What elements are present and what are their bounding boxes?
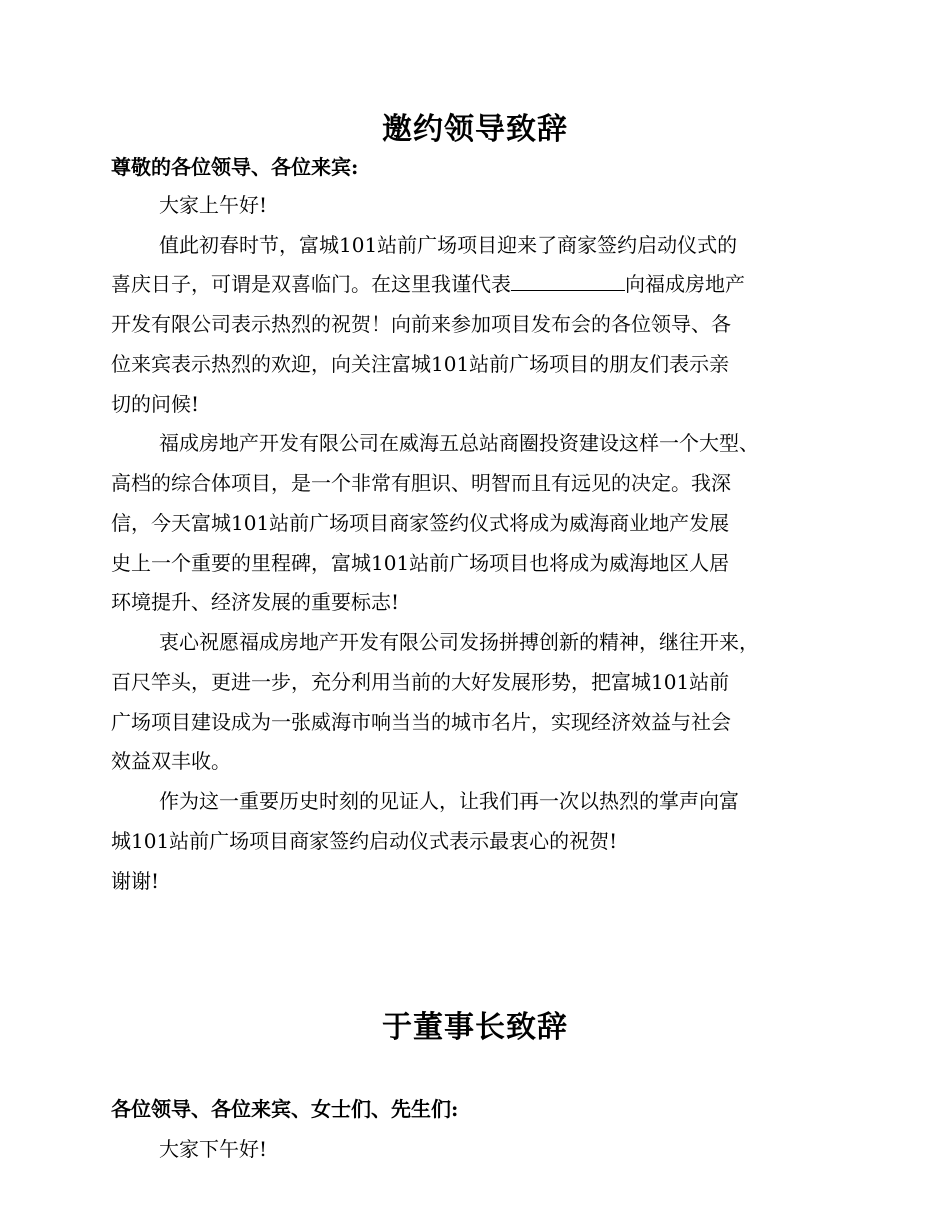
speech1-line-9: 信，今天富城101站前广场项目商家签约仪式将成为威海商业地产发展 (111, 511, 730, 535)
speech1-line-12: 衷心祝愿福成房地产开发有限公司发扬拼搏创新的精神，继往开来， (159, 630, 759, 654)
speech2-salutation: 各位领导、各位来宾、女士们、先生们: (111, 1097, 459, 1121)
speech1-line-10: 史上一个重要的里程碑，富城101站前广场项目也将成为威海地区人居 (111, 551, 730, 575)
speech1-line-16: 作为这一重要历史时刻的见证人，让我们再一次以热烈的掌声向富 (159, 789, 739, 813)
speech1-line-6: 切的问候! (111, 392, 200, 416)
speech1-salutation: 尊敬的各位领导、各位来宾: (111, 155, 359, 179)
speech1-title: 邀约领导致辞 (382, 112, 568, 147)
speech1-line-11: 环境提升、经济发展的重要标志! (111, 590, 400, 614)
speech2-line-1: 大家下午好! (159, 1137, 268, 1161)
speech1-line-4: 开发有限公司表示热烈的祝贺！向前来参加项目发布会的各位领导、各 (111, 312, 731, 336)
speech1-line-7: 福成房地产开发有限公司在威海五总站商圈投资建设这样一个大型、 (159, 431, 759, 455)
speech2-title: 于董事长致辞 (382, 1010, 568, 1045)
speech1-line-13: 百尺竿头，更进一步，充分利用当前的大好发展形势，把富城101站前 (111, 670, 730, 694)
speech1-line-17: 城101站前广场项目商家签约启动仪式表示最衷心的祝贺! (111, 829, 618, 853)
speech1-line-3-start: 喜庆日子，可谓是双喜临门。在这里我谨代表 (111, 272, 511, 296)
speech1-line-3 (111, 270, 846, 298)
speech1-line-2: 值此初春时节，富城101站前广场项目迎来了商家签约启动仪式的 (159, 233, 738, 257)
speech1-line-5: 位来宾表示热烈的欢迎，向关注富城101站前广场项目的朋友们表示亲 (111, 352, 730, 376)
speech1-line-1: 大家上午好! (159, 193, 268, 217)
speech1-line-15: 效益双丰收。 (111, 749, 231, 773)
representative-blank (511, 270, 625, 291)
speech1-line-8: 高档的综合体项目，是一个非常有胆识、明智而且有远见的决定。我深 (111, 471, 731, 495)
speech1-line-14: 广场项目建设成为一张威海市响当当的城市名片，实现经济效益与社会 (111, 710, 731, 734)
speech1-line-3-end: 向福成房地产 (625, 272, 745, 296)
speech1-line-18: 谢谢! (111, 869, 160, 893)
